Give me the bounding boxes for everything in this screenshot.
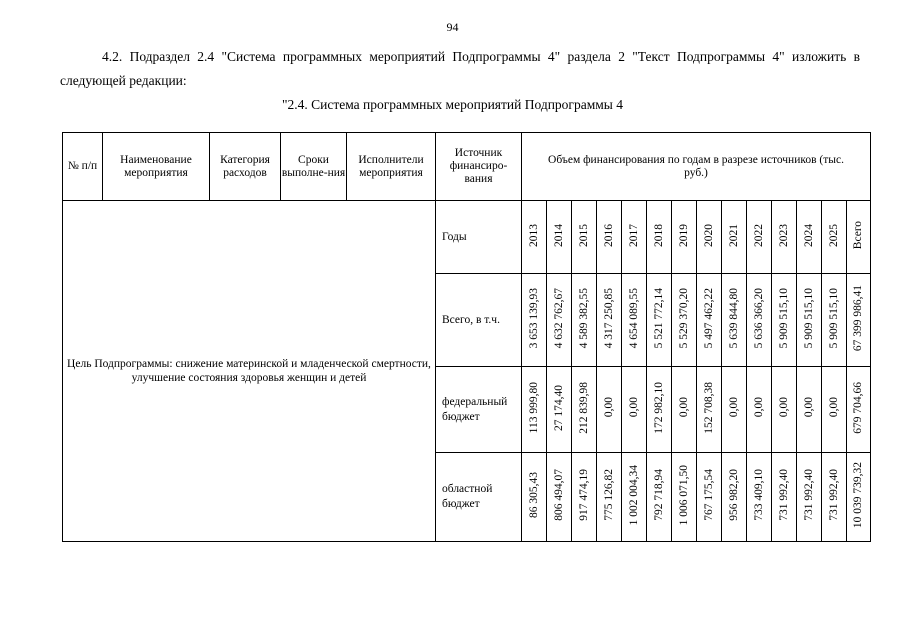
value-cell [547, 201, 572, 274]
value-text: 0,00 [602, 397, 615, 418]
value-text: 2020 [702, 223, 715, 247]
value-text: 113 999,80 [527, 381, 540, 434]
value-text: 4 654 089,55 [627, 287, 640, 349]
value-text: 733 409,10 [752, 469, 765, 521]
value-text: 5 909 515,10 [802, 287, 815, 349]
value-text: 5 639 844,80 [727, 287, 740, 349]
value-text: 767 175,54 [702, 469, 715, 521]
value-cell [847, 453, 871, 542]
value-cell [772, 453, 797, 542]
page-number: 94 [446, 20, 459, 34]
value-text: 4 317 250,85 [602, 287, 615, 349]
value-cell [797, 201, 822, 274]
value-cell [597, 367, 622, 453]
value-cell [522, 453, 547, 542]
value-cell [522, 274, 547, 367]
value-text: 27 174,40 [552, 384, 565, 431]
source-label: Всего, в т.ч. [436, 274, 522, 367]
value-cell [547, 367, 572, 453]
value-text: 0,00 [777, 397, 790, 418]
value-cell [847, 274, 871, 367]
value-text: 5 909 515,10 [827, 287, 840, 349]
header-executors: Исполнители мероприятия [347, 133, 436, 201]
value-text: 0,00 [727, 397, 740, 418]
value-cell [597, 453, 622, 542]
value-cell [797, 274, 822, 367]
value-cell [572, 367, 597, 453]
value-cell [672, 367, 697, 453]
value-cell [672, 274, 697, 367]
value-text: 956 982,20 [727, 469, 740, 521]
value-text: Всего [852, 220, 865, 250]
value-cell [622, 274, 647, 367]
value-cell [647, 201, 672, 274]
value-text: 3 653 139,93 [527, 287, 540, 349]
value-text: 2019 [677, 223, 690, 247]
value-text: 775 126,82 [602, 469, 615, 521]
value-cell [822, 453, 847, 542]
header-volume-text: Объем финансирования по годам в разрезе источников (тыс. руб.) [548, 153, 844, 179]
source-label: федеральный бюджет [436, 367, 522, 453]
value-text: 792 718,94 [652, 469, 665, 521]
value-text: 1 002 004,34 [627, 464, 640, 526]
value-text: 1 006 071,50 [677, 464, 690, 526]
value-text: 172 982,10 [652, 381, 665, 434]
value-cell [797, 367, 822, 453]
value-text: 10 039 739,32 [852, 461, 865, 529]
value-cell [597, 201, 622, 274]
value-cell [672, 453, 697, 542]
header-volume [522, 133, 871, 201]
value-cell [572, 274, 597, 367]
value-cell [672, 201, 697, 274]
value-cell [722, 367, 747, 453]
value-text: 4 632 762,67 [552, 287, 565, 349]
value-cell [747, 274, 772, 367]
header-terms: Сроки выполне-ния [281, 133, 347, 201]
value-cell [697, 201, 722, 274]
value-cell [722, 453, 747, 542]
value-cell [772, 274, 797, 367]
value-text: 0,00 [752, 397, 765, 418]
value-cell [697, 274, 722, 367]
value-text: 2022 [752, 223, 765, 247]
goal-cell: Цель Подпрограммы: снижение материнской и младенческой смертности, улучшение состояния здоровья женщин и детей [63, 201, 436, 542]
value-cell [572, 201, 597, 274]
value-cell [622, 453, 647, 542]
value-text: 679 704,66 [852, 381, 865, 434]
source-label: Годы [436, 201, 522, 274]
value-text: 212 839,98 [577, 381, 590, 434]
value-text: 5 521 772,14 [652, 287, 665, 349]
value-text: 0,00 [827, 397, 840, 418]
value-text: 2021 [727, 223, 740, 247]
table-header-row [63, 133, 871, 201]
value-text: 917 474,19 [577, 469, 590, 521]
table-row [63, 201, 871, 274]
value-text: 2017 [627, 223, 640, 247]
value-cell [772, 367, 797, 453]
value-text: 806 494,07 [552, 469, 565, 521]
header-category: Категория расходов [210, 133, 281, 201]
value-cell [772, 201, 797, 274]
value-cell [847, 367, 871, 453]
value-text: 5 497 462,22 [702, 287, 715, 349]
value-cell [797, 453, 822, 542]
value-cell [572, 453, 597, 542]
value-text: 731 992,40 [802, 469, 815, 521]
value-text: 86 305,43 [527, 472, 540, 518]
value-text: 5 529 370,20 [677, 287, 690, 349]
header-source: Источник финансиро-вания [436, 133, 522, 201]
value-cell [647, 274, 672, 367]
value-text: 2025 [827, 223, 840, 247]
value-cell [747, 453, 772, 542]
program-table [62, 132, 871, 542]
section-title: "2.4. Система программных мероприятий Подпрограммы 4 [281, 97, 623, 112]
value-cell [522, 201, 547, 274]
value-text: 731 992,40 [827, 469, 840, 521]
value-text: 5 909 515,10 [777, 287, 790, 349]
value-text: 2014 [552, 223, 565, 247]
value-text: 2018 [652, 223, 665, 247]
value-cell [597, 274, 622, 367]
value-text: 0,00 [627, 397, 640, 418]
value-cell [747, 201, 772, 274]
value-text: 2013 [527, 223, 540, 247]
header-num: № п/п [63, 133, 103, 201]
intro-paragraph: 4.2. Подраздел 2.4 "Система программных мероприятий Подпрограммы 4" раздела 2 "Текст Подпрограммы 4" изложить в следующей редакции: [60, 49, 860, 88]
value-text: 2024 [802, 223, 815, 247]
value-text: 731 992,40 [777, 469, 790, 521]
value-cell [847, 201, 871, 274]
value-text: 2016 [602, 223, 615, 247]
value-cell [822, 367, 847, 453]
source-label: областной бюджет [436, 453, 522, 542]
value-cell [647, 453, 672, 542]
value-cell [697, 367, 722, 453]
value-text: 67 399 986,41 [852, 284, 865, 352]
value-cell [697, 453, 722, 542]
value-cell [622, 201, 647, 274]
value-cell [722, 201, 747, 274]
value-cell [722, 274, 747, 367]
value-text: 0,00 [677, 397, 690, 418]
value-cell [747, 367, 772, 453]
value-text: 2015 [577, 223, 590, 247]
value-cell [522, 367, 547, 453]
value-text: 0,00 [802, 397, 815, 418]
value-cell [647, 367, 672, 453]
value-cell [822, 201, 847, 274]
value-text: 152 708,38 [702, 381, 715, 434]
value-cell [622, 367, 647, 453]
header-name: Наименование мероприятия [103, 133, 210, 201]
value-cell [822, 274, 847, 367]
value-cell [547, 453, 572, 542]
value-cell [547, 274, 572, 367]
value-text: 4 589 382,55 [577, 287, 590, 349]
value-text: 2023 [777, 223, 790, 247]
value-text: 5 636 366,20 [752, 287, 765, 349]
